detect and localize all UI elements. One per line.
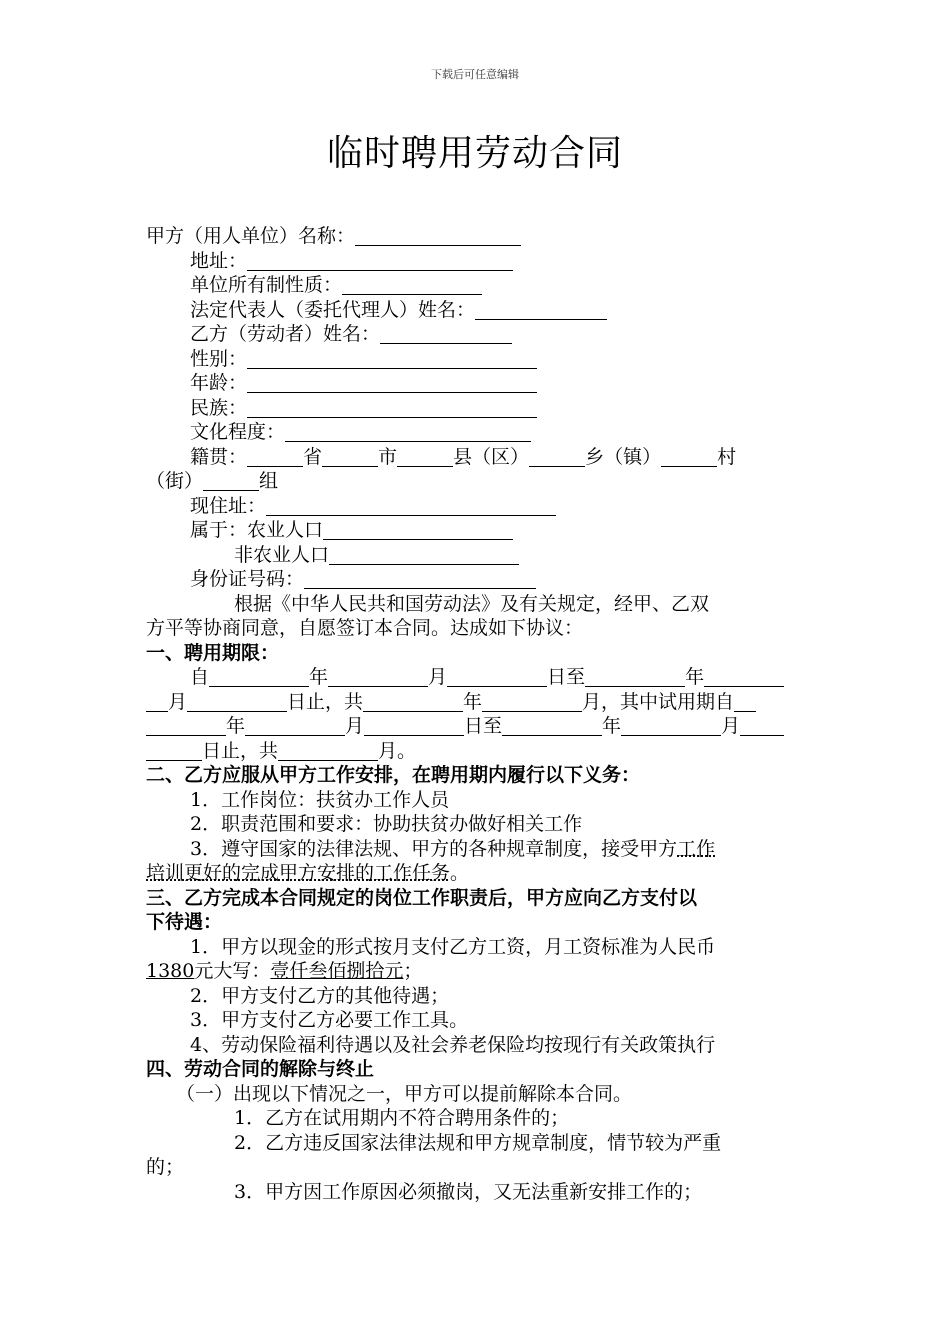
term-line-3 xyxy=(146,714,808,739)
section2-heading: 二、乙方应服从甲方工作安排，在聘用期内履行以下义务： xyxy=(146,764,641,786)
year-label-2: 年 xyxy=(685,666,705,688)
ownership-blank xyxy=(342,275,482,295)
section3-heading: 三、乙方完成本合同规定的岗位工作职责后，甲方应向乙方支付以 xyxy=(146,886,698,909)
contract-title: 临时聘用劳动合同 xyxy=(326,133,623,174)
province-blank xyxy=(247,447,303,467)
start-day-blank xyxy=(447,667,547,687)
section4-item2-cont: 的； xyxy=(146,1156,185,1178)
trial-year-blank xyxy=(734,692,756,712)
month-label-3: 月 xyxy=(345,715,365,737)
address-label: 地址： xyxy=(190,249,248,272)
day-to-label-2: 日至 xyxy=(464,715,503,737)
end-month-blank xyxy=(704,667,784,687)
from-label: 自 xyxy=(190,666,210,688)
section4-sub1: （一）出现以下情况之一，甲方可以提前解除本合同。 xyxy=(176,1082,633,1105)
representative-line xyxy=(146,298,808,323)
city-label: 市 xyxy=(378,445,398,468)
age-label: 年龄： xyxy=(190,372,248,394)
ethnicity-label: 民族： xyxy=(190,396,248,419)
trial-end-day-blank-cont xyxy=(146,741,202,761)
day-end-label: 日止，共 xyxy=(287,690,364,713)
term-line-1 xyxy=(146,665,808,690)
term-line-4 xyxy=(146,739,808,764)
native-place-line-2 xyxy=(146,469,808,494)
term-line-2 xyxy=(146,690,808,715)
total-month-blank xyxy=(482,692,582,712)
ownership-line xyxy=(146,273,808,298)
month-label-4: 月 xyxy=(721,715,741,737)
county-blank xyxy=(397,447,453,467)
town-blank xyxy=(529,447,585,467)
section2-item1: 1．工作岗位：扶贫办工作人员 xyxy=(190,788,450,811)
section4-heading: 四、劳动合同的解除与终止 xyxy=(146,1058,375,1080)
id-label: 身份证号码： xyxy=(190,568,305,590)
education-blank xyxy=(285,422,531,442)
village-label: 村 xyxy=(717,445,737,468)
representative-label: 法定代表人（委托代理人）姓名： xyxy=(190,298,476,321)
village-blank xyxy=(661,447,717,467)
party-a-name-blank xyxy=(355,226,521,246)
party-a-name-line xyxy=(146,224,808,249)
intro-line-1: 根据《中华人民共和国劳动法》及有关规定，经甲、乙双 xyxy=(234,592,710,615)
section2-item3-cont xyxy=(146,861,808,886)
native-label: 籍贯： xyxy=(190,445,248,468)
section3-item2: 2．甲方支付乙方的其他待遇； xyxy=(190,984,450,1007)
address-blank xyxy=(247,251,513,271)
residence-label: 现住址： xyxy=(190,494,267,517)
section3-heading-cont: 下待遇： xyxy=(146,911,223,933)
section4-item3: 3．甲方因工作原因必须撤岗，又无法重新安排工作的； xyxy=(234,1180,703,1203)
section3-item4: 4、劳动保险福利待遇以及社会养老保险均按现行有关政策执行 xyxy=(190,1033,716,1056)
section2-item3 xyxy=(146,837,808,862)
item3-text: 3．遵守国家的法律法规、甲方的各种规章制度，接受甲方 xyxy=(190,837,678,860)
native-place-line xyxy=(146,445,808,470)
salary-amount: 1380 xyxy=(146,960,195,982)
end-month-blank-cont xyxy=(146,692,168,712)
non-agri-option: 非农业人口 xyxy=(234,543,330,566)
party-b-name-line xyxy=(146,322,808,347)
item3-underlined: 工作 xyxy=(677,837,716,860)
section3-item1-cont xyxy=(146,959,808,984)
agri-blank xyxy=(323,520,513,540)
header-note: 下载后可任意编辑 xyxy=(431,68,519,81)
trial-month-blank xyxy=(245,716,345,736)
gender-label: 性别： xyxy=(190,347,248,370)
year-label-5: 年 xyxy=(602,715,622,737)
trial-label: 月，其中试用期自 xyxy=(582,690,735,713)
trial-end-day-blank xyxy=(740,716,784,736)
start-year-blank xyxy=(209,667,309,687)
education-line xyxy=(146,420,808,445)
contract-body xyxy=(146,224,808,1204)
day-to-label: 日至 xyxy=(547,666,586,688)
gender-blank xyxy=(247,349,537,369)
section2-item2: 2．职责范围和要求：协助扶贫办做好相关工作 xyxy=(190,813,583,835)
year-label: 年 xyxy=(309,666,329,688)
id-blank xyxy=(304,569,536,589)
city-blank xyxy=(322,447,378,467)
group-blank xyxy=(203,471,259,491)
party-b-name-blank xyxy=(380,324,512,344)
residence-line xyxy=(146,494,808,519)
start-month-blank xyxy=(328,667,428,687)
month-end-label: 月。 xyxy=(378,739,417,762)
item1-end: ； xyxy=(403,960,423,982)
intro-line-2: 方平等协商同意，自愿签订本合同。达成如下协议： xyxy=(146,617,584,639)
total-year-blank xyxy=(363,692,463,712)
ethnicity-blank xyxy=(247,398,537,418)
trial-day-blank xyxy=(364,716,464,736)
year-label-3: 年 xyxy=(463,690,483,713)
address-line xyxy=(146,249,808,274)
end-year-blank xyxy=(585,667,685,687)
year-label-4: 年 xyxy=(226,715,246,737)
end-day-blank xyxy=(187,692,287,712)
agri-option: 农业人口 xyxy=(247,519,324,541)
trial-end-year-blank xyxy=(502,716,602,736)
trial-end-month-blank xyxy=(621,716,721,736)
item3-cont-text: 培训更好的完成甲方安排的工作任务 xyxy=(146,862,451,884)
month-label-2: 月 xyxy=(168,690,188,713)
trial-total-blank xyxy=(278,741,378,761)
age-blank xyxy=(247,373,537,393)
item3-cont-end: 。 xyxy=(450,862,470,884)
gender-line xyxy=(146,347,808,372)
non-agri-line xyxy=(146,543,808,568)
party-b-name-label: 乙方（劳动者）姓名： xyxy=(190,323,381,345)
salary-amount-words: 壹仟叁佰捌拾元 xyxy=(270,960,404,982)
county-label: 县（区） xyxy=(453,445,530,468)
education-label: 文化程度： xyxy=(190,421,286,443)
age-line xyxy=(146,371,808,396)
town-label: 乡（镇） xyxy=(585,445,662,468)
section4-item2: 2．乙方违反国家法律法规和甲方规章制度，情节较为严重 xyxy=(234,1131,722,1154)
ownership-label: 单位所有制性质： xyxy=(190,274,343,296)
section3-item1: 1．甲方以现金的形式按月支付乙方工资，月工资标准为人民币 xyxy=(190,935,716,958)
residence-blank xyxy=(266,496,556,516)
ethnicity-line xyxy=(146,396,808,421)
non-agri-blank xyxy=(329,545,519,565)
month-label: 月 xyxy=(428,666,448,688)
representative-blank xyxy=(475,300,607,320)
province-label: 省 xyxy=(303,445,323,468)
section3-item3: 3．甲方支付乙方必要工作工具。 xyxy=(190,1009,469,1031)
belongs-line xyxy=(146,518,808,543)
section4-item1: 1．乙方在试用期内不符合聘用条件的； xyxy=(234,1107,570,1129)
belongs-label: 属于： xyxy=(190,519,248,541)
amount-words-label: 元大写： xyxy=(194,960,271,982)
day-end-label-2: 日止，共 xyxy=(202,739,279,762)
section1-heading: 一、聘用期限： xyxy=(146,641,280,664)
party-a-name-label: 甲方（用人单位）名称： xyxy=(146,225,356,247)
id-line xyxy=(146,567,808,592)
group-label: 组 xyxy=(259,470,279,492)
street-label: （街） xyxy=(146,470,204,492)
trial-year-blank-cont xyxy=(146,716,226,736)
